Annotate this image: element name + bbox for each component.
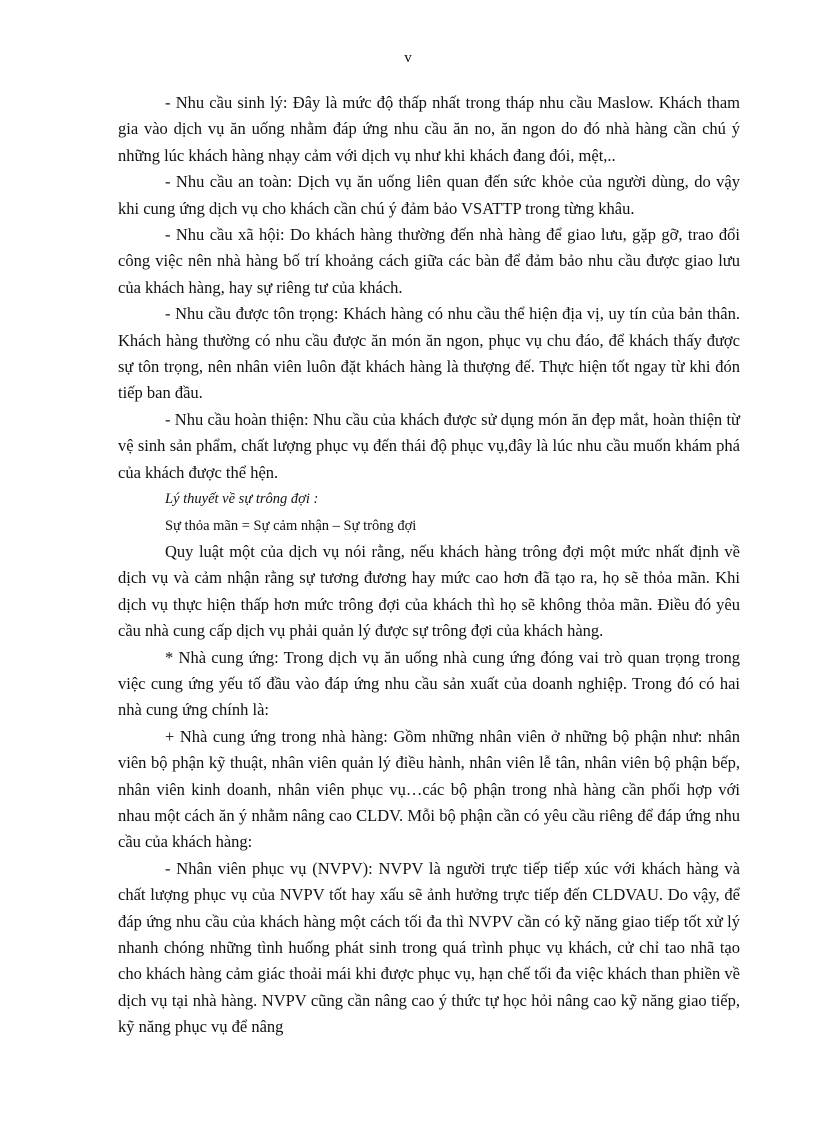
paragraph-esteem-needs: - Nhu cầu được tôn trọng: Khách hàng có nhu cầu thể hiện địa vị, uy tín của bản thân. Khách hàng thường có nhu cầu được ăn món ăn ngon, phục vụ chu đáo, để khách thấy được sự tôn trọng, nên nhân viên luôn đặt khách hàng là thượng đế. Thực hiện tốt ngay từ khi đón tiếp ban đầu. [118,304,740,403]
paragraph-service-rule: Quy luật một của dịch vụ nói rằng, nếu khách hàng trông đợi một mức nhất định về dịch vụ và cảm nhận rằng sự tương đương hay mức cao hơn đã tạo ra, họ sẽ thỏa mãn. Khi dịch vụ thực hiện thấp hơn mức trông đợi của khách thì họ sẽ không thỏa mãn. Điều đó yêu cầu nhà cung cấp dịch vụ phải quản lý được sự trông đợi của khách hàng. [118,541,740,641]
section-heading-expectation-theory: Lý thuyết về sự trông đợi : [165,491,319,508]
paragraph-internal-suppliers: + Nhà cung ứng trong nhà hàng: Gồm những nhân viên ở những bộ phận như: nhân viên bộ phận kỹ thuật, nhân viên quản lý điều hành, nhân viên lễ tân, nhân viên bộ phận bếp, nhân viên kinh doanh, nhân viên phục vụ…các bộ phận trong nhà hàng cần phối hợp với nhau một cách ăn ý nhằm nâng cao CLDV. Mỗi bộ phận cần có yêu cầu riêng để đáp ứng nhu cầu của khách hàng: [118,726,740,852]
paragraph-social-needs: - Nhu cầu xã hội: Do khách hàng thường đến nhà hàng để giao lưu, gặp gỡ, trao đổi công việc nên nhà hàng bố trí khoảng cách giữa các bàn để đảm bảo nhu cầu được giao lưu của khách hàng, hay sự riêng tư của khách. [118,225,740,297]
paragraph-service-staff: - Nhân viên phục vụ (NVPV): NVPV là người trực tiếp tiếp xúc với khách hàng và chất lượng phục vụ của NVPV tốt hay xấu sẽ ảnh hưởng trực tiếp đến CLDVAU. Do vậy, để đáp ứng nhu cầu của khách hàng một cách tối đa thì NVPV cần có kỹ năng giao tiếp tốt xử lý nhanh chóng những tình huống phát sinh trong quá trình phục vụ khách, cử chỉ tao nhã tạo cho khách hàng cảm giác thoải mái khi được phục vụ, hạn chế tối đa việc khách than phiền về dịch vụ tại nhà hàng. NVPV cũng cần nâng cao ý thức tự học hỏi nâng cao kỹ năng giao tiếp, kỹ năng phục vụ để nâng [118,858,740,1037]
satisfaction-formula: Sự thỏa mãn = Sự cảm nhận – Sự trông đợi [165,517,417,534]
paragraph-self-actualization: - Nhu cầu hoàn thiện: Nhu cầu của khách được sử dụng món ăn đẹp mắt, hoàn thiện từ vệ sinh sản phẩm, chất lượng phục vụ đến thái độ phục vụ,đây là lúc nhu cầu muốn khám phá của khách được thể hện. [118,409,740,482]
page-number: v [404,50,412,66]
paragraph-physiological-needs: - Nhu cầu sinh lý: Đây là mức độ thấp nhất trong tháp nhu cầu Maslow. Khách tham gia vào dịch vụ ăn uống nhằm đáp ứng nhu cầu ăn no, ăn ngon do đó nhà hàng cần chú ý những lúc khách hàng nhạy cảm với dịch vụ như khi khách đang đói, mệt,.. [118,93,740,165]
paragraph-safety-needs: - Nhu cầu an toàn: Dịch vụ ăn uống liên quan đến sức khỏe của người dùng, do vậy khi cung ứng dịch vụ cho khách cần chú ý đảm bảo VSATTP trong từng khâu. [118,172,740,218]
paragraph-suppliers: * Nhà cung ứng: Trong dịch vụ ăn uống nhà cung ứng đóng vai trò quan trọng trong việc cung ứng yếu tố đầu vào đáp ứng nhu cầu sản xuất của doanh nghiệp. Trong đó có hai nhà cung ứng chính là: [118,647,740,720]
body-text [118,90,740,1041]
